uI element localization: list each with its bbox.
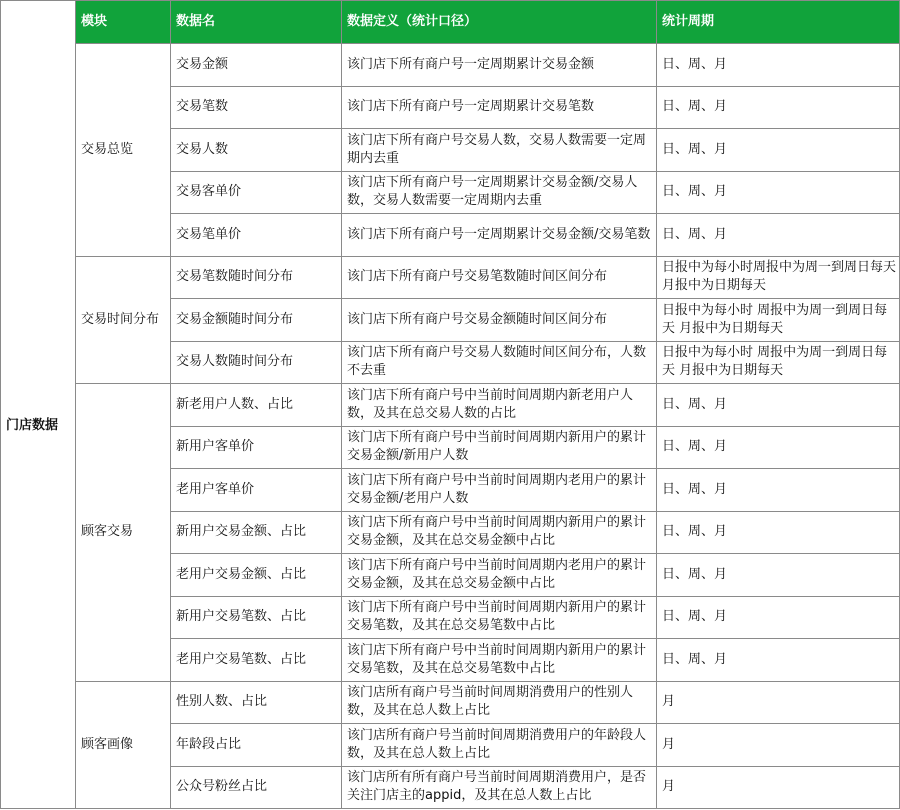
table-row bbox=[1, 44, 900, 87]
period-cell[interactable]: 日报中为每小时周报中为周一到周日每天月报中为日期每天 bbox=[657, 256, 900, 299]
name-cell[interactable]: 年龄段占比 bbox=[171, 724, 342, 767]
name-cell[interactable]: 老用户客单价 bbox=[171, 469, 342, 512]
table-row bbox=[1, 681, 900, 724]
period-cell[interactable]: 月 bbox=[657, 724, 900, 767]
name-cell[interactable]: 交易金额随时间分布 bbox=[171, 299, 342, 342]
name-cell[interactable]: 老用户交易金额、占比 bbox=[171, 554, 342, 597]
name-cell[interactable]: 新用户交易笔数、占比 bbox=[171, 596, 342, 639]
name-cell[interactable]: 新老用户人数、占比 bbox=[171, 384, 342, 427]
definition-cell[interactable]: 该门店下所有商户号中当前时间周期内新用户的累计交易笔数，及其在总交易笔数中占比 bbox=[342, 596, 657, 639]
period-cell[interactable]: 日、周、月 bbox=[657, 639, 900, 682]
period-cell[interactable]: 日、周、月 bbox=[657, 511, 900, 554]
header-row bbox=[1, 1, 900, 44]
header-period[interactable]: 统计周期 bbox=[657, 1, 900, 44]
definition-cell[interactable]: 该门店下所有商户号中当前时间周期内老用户的累计交易金额/老用户人数 bbox=[342, 469, 657, 512]
definition-cell[interactable]: 该门店下所有商户号一定周期累计交易笔数 bbox=[342, 86, 657, 129]
header-definition[interactable]: 数据定义（统计口径） bbox=[342, 1, 657, 44]
name-cell[interactable]: 交易笔数随时间分布 bbox=[171, 256, 342, 299]
name-cell[interactable]: 交易人数 bbox=[171, 129, 342, 172]
name-cell[interactable]: 交易金额 bbox=[171, 44, 342, 87]
table-row bbox=[1, 256, 900, 299]
module-cell[interactable]: 交易总览 bbox=[76, 44, 171, 257]
name-cell[interactable]: 新用户客单价 bbox=[171, 426, 342, 469]
name-cell[interactable]: 新用户交易金额、占比 bbox=[171, 511, 342, 554]
period-cell[interactable]: 日、周、月 bbox=[657, 129, 900, 172]
name-cell[interactable]: 交易笔单价 bbox=[171, 214, 342, 257]
period-cell[interactable]: 日、周、月 bbox=[657, 384, 900, 427]
definition-cell[interactable]: 该门店下所有商户号一定周期累计交易金额/交易笔数 bbox=[342, 214, 657, 257]
period-cell[interactable]: 月 bbox=[657, 681, 900, 724]
name-cell[interactable]: 交易客单价 bbox=[171, 171, 342, 214]
definition-cell[interactable]: 该门店下所有商户号交易人数，交易人数需要一定周期内去重 bbox=[342, 129, 657, 172]
table-row bbox=[1, 384, 900, 427]
header-data-name[interactable]: 数据名 bbox=[171, 1, 342, 44]
name-cell[interactable]: 交易人数随时间分布 bbox=[171, 341, 342, 384]
definition-cell[interactable]: 该门店下所有商户号中当前时间周期内新用户的累计交易金额/新用户人数 bbox=[342, 426, 657, 469]
name-cell[interactable]: 公众号粉丝占比 bbox=[171, 766, 342, 809]
period-cell[interactable]: 日报中为每小时 周报中为周一到周日每天 月报中为日期每天 bbox=[657, 341, 900, 384]
definition-cell[interactable]: 该门店所有商户号当前时间周期消费用户的年龄段人数，及其在总人数上占比 bbox=[342, 724, 657, 767]
definition-cell[interactable]: 该门店下所有商户号交易人数随时间区间分布，人数不去重 bbox=[342, 341, 657, 384]
definition-cell[interactable]: 该门店下所有商户号一定周期累计交易金额 bbox=[342, 44, 657, 87]
module-cell[interactable]: 顾客画像 bbox=[76, 681, 171, 809]
period-cell[interactable]: 日、周、月 bbox=[657, 214, 900, 257]
section-column-header bbox=[1, 1, 76, 44]
period-cell[interactable]: 日、周、月 bbox=[657, 44, 900, 87]
name-cell[interactable]: 交易笔数 bbox=[171, 86, 342, 129]
definition-cell[interactable]: 该门店所有商户号当前时间周期消费用户的性别人数，及其在总人数上占比 bbox=[342, 681, 657, 724]
definition-cell[interactable]: 该门店下所有商户号中当前时间周期内新用户的累计交易金额，及其在总交易金额中占比 bbox=[342, 511, 657, 554]
period-cell[interactable]: 日、周、月 bbox=[657, 171, 900, 214]
module-cell[interactable]: 顾客交易 bbox=[76, 384, 171, 682]
name-cell[interactable]: 性别人数、占比 bbox=[171, 681, 342, 724]
definition-cell[interactable]: 该门店下所有商户号中当前时间周期内新老用户人数，及其在总交易人数的占比 bbox=[342, 384, 657, 427]
definition-cell[interactable]: 该门店下所有商户号中当前时间周期内新用户的累计交易笔数，及其在总交易笔数中占比 bbox=[342, 639, 657, 682]
period-cell[interactable]: 日、周、月 bbox=[657, 86, 900, 129]
module-cell[interactable]: 交易时间分布 bbox=[76, 256, 171, 384]
section-label[interactable]: 门店数据 bbox=[1, 44, 76, 809]
period-cell[interactable]: 日、周、月 bbox=[657, 426, 900, 469]
header-module[interactable]: 模块 bbox=[76, 1, 171, 44]
name-cell[interactable]: 老用户交易笔数、占比 bbox=[171, 639, 342, 682]
definition-cell[interactable]: 该门店下所有商户号交易笔数随时间区间分布 bbox=[342, 256, 657, 299]
period-cell[interactable]: 日、周、月 bbox=[657, 469, 900, 512]
period-cell[interactable]: 月 bbox=[657, 766, 900, 809]
definition-cell[interactable]: 该门店所有所有商户号当前时间周期消费用户，是否关注门店主的appid，及其在总人数上占比 bbox=[342, 766, 657, 809]
period-cell[interactable]: 日报中为每小时 周报中为周一到周日每天 月报中为日期每天 bbox=[657, 299, 900, 342]
definition-cell[interactable]: 该门店下所有商户号一定周期累计交易金额/交易人数，交易人数需要一定周期内去重 bbox=[342, 171, 657, 214]
period-cell[interactable]: 日、周、月 bbox=[657, 596, 900, 639]
period-cell[interactable]: 日、周、月 bbox=[657, 554, 900, 597]
definition-cell[interactable]: 该门店下所有商户号交易金额随时间区间分布 bbox=[342, 299, 657, 342]
definition-cell[interactable]: 该门店下所有商户号中当前时间周期内老用户的累计交易金额，及其在总交易金额中占比 bbox=[342, 554, 657, 597]
